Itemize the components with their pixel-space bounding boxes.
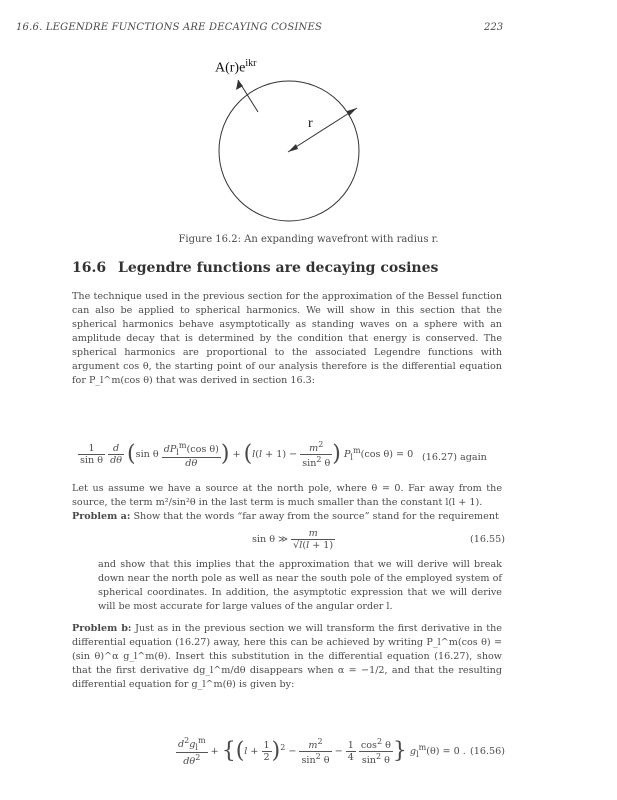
section-heading bbox=[72, 260, 438, 276]
equation-16-56: $\frac{d^2g_l^m}{d\theta^2}$ + {(l + $\frac{1}{2}$ )$^2$ − $\frac{m^2}{\sin^2 \theta}$ − $\frac{1}{4}$ $\frac{\cos^2 \theta}{\sin^2 \theta}$ } $g_l^m(\theta) = 0$ . bbox=[178, 736, 466, 768]
problem-a bbox=[72, 510, 502, 524]
section-title: Legendre functions are decaying cosines bbox=[118, 260, 439, 276]
equation-16-27-tag: (16.27) again bbox=[422, 452, 487, 463]
equation-16-56-tag: (16.56) bbox=[470, 746, 505, 757]
equation-16-55-tag: (16.55) bbox=[470, 534, 505, 545]
radius-label: r bbox=[308, 116, 313, 131]
problem-b-label: Problem b: bbox=[72, 623, 132, 634]
problem-b bbox=[72, 622, 502, 692]
problem-b-text: Just as in the previous section we will transform the first derivative in the differential equation (16.27) away, here this can be achieved by writing P_l^m(cos θ) = (sin θ)^α g_l^m(θ). Insert this substitution in the differential equation (16.27), show that the first derivative dg_l^m/dθ disappears when α = −1/2, and that the resulting differential equation for g_l^m(θ) is given by: bbox=[72, 623, 502, 690]
wavefront-figure bbox=[200, 48, 400, 234]
running-head: 16.6. LEGENDRE FUNCTIONS ARE DECAYING COSINES bbox=[16, 22, 323, 33]
radius-arrowhead bbox=[288, 144, 298, 152]
wave-label: $A(r)e^{ikr}$ bbox=[215, 58, 257, 76]
paragraph-far-field: Let us assume we have a source at the north pole, where θ = 0. Far away from the source, the term m²/sin²θ in the last term is much smaller than the constant l(l + 1). bbox=[72, 483, 502, 508]
radius-arrow bbox=[288, 108, 357, 152]
problem-a-label: Problem a: bbox=[72, 511, 131, 522]
equation-16-27: $\frac{1}{\text{sin θ}}$ $\frac{d}{d\theta}$ (sin θ $\frac{dP_l^m(\cos \theta)}{d\theta}$ ) + (l(l + 1) − $\frac{m^2}{\sin^2 \theta}$ ) $P_l^m(\cos$ θ) = 0 bbox=[80, 440, 414, 470]
figure-caption: Figure 16.2: An expanding wavefront with radius r. bbox=[178, 234, 439, 245]
problem-a-text: Show that the words “far away from the source” stand for the requirement bbox=[133, 511, 499, 522]
section-number: 16.6 bbox=[72, 260, 107, 276]
paragraph-intro: The technique used in the previous section for the approximation of the Bessel function can also be applied to spherical harmonics. We will show in this section that the spherical harmonics behave asymptotically as standing waves on a sphere with an amplitude decay that is determined by the condition that energy is conserved. The spherical harmonics are proportional to the associated Legendre functions with argument cos θ, the starting point of our analysis therefore is the differential equation for P_l^m(cos θ) that was derived in section 16.3: bbox=[72, 291, 502, 386]
equation-16-55: sin θ ≫ $\frac{m}{√l(l + 1)}$ bbox=[252, 528, 334, 551]
problem-a-followup: and show that this implies that the approximation that we will derive will break down near the north pole as well as near the south pole of the employed system of spherical coordinates. In addition, the asymptotic expression that we will derive will be most accurate for large values of the angular order l. bbox=[98, 559, 502, 612]
page-number: 223 bbox=[484, 22, 504, 33]
